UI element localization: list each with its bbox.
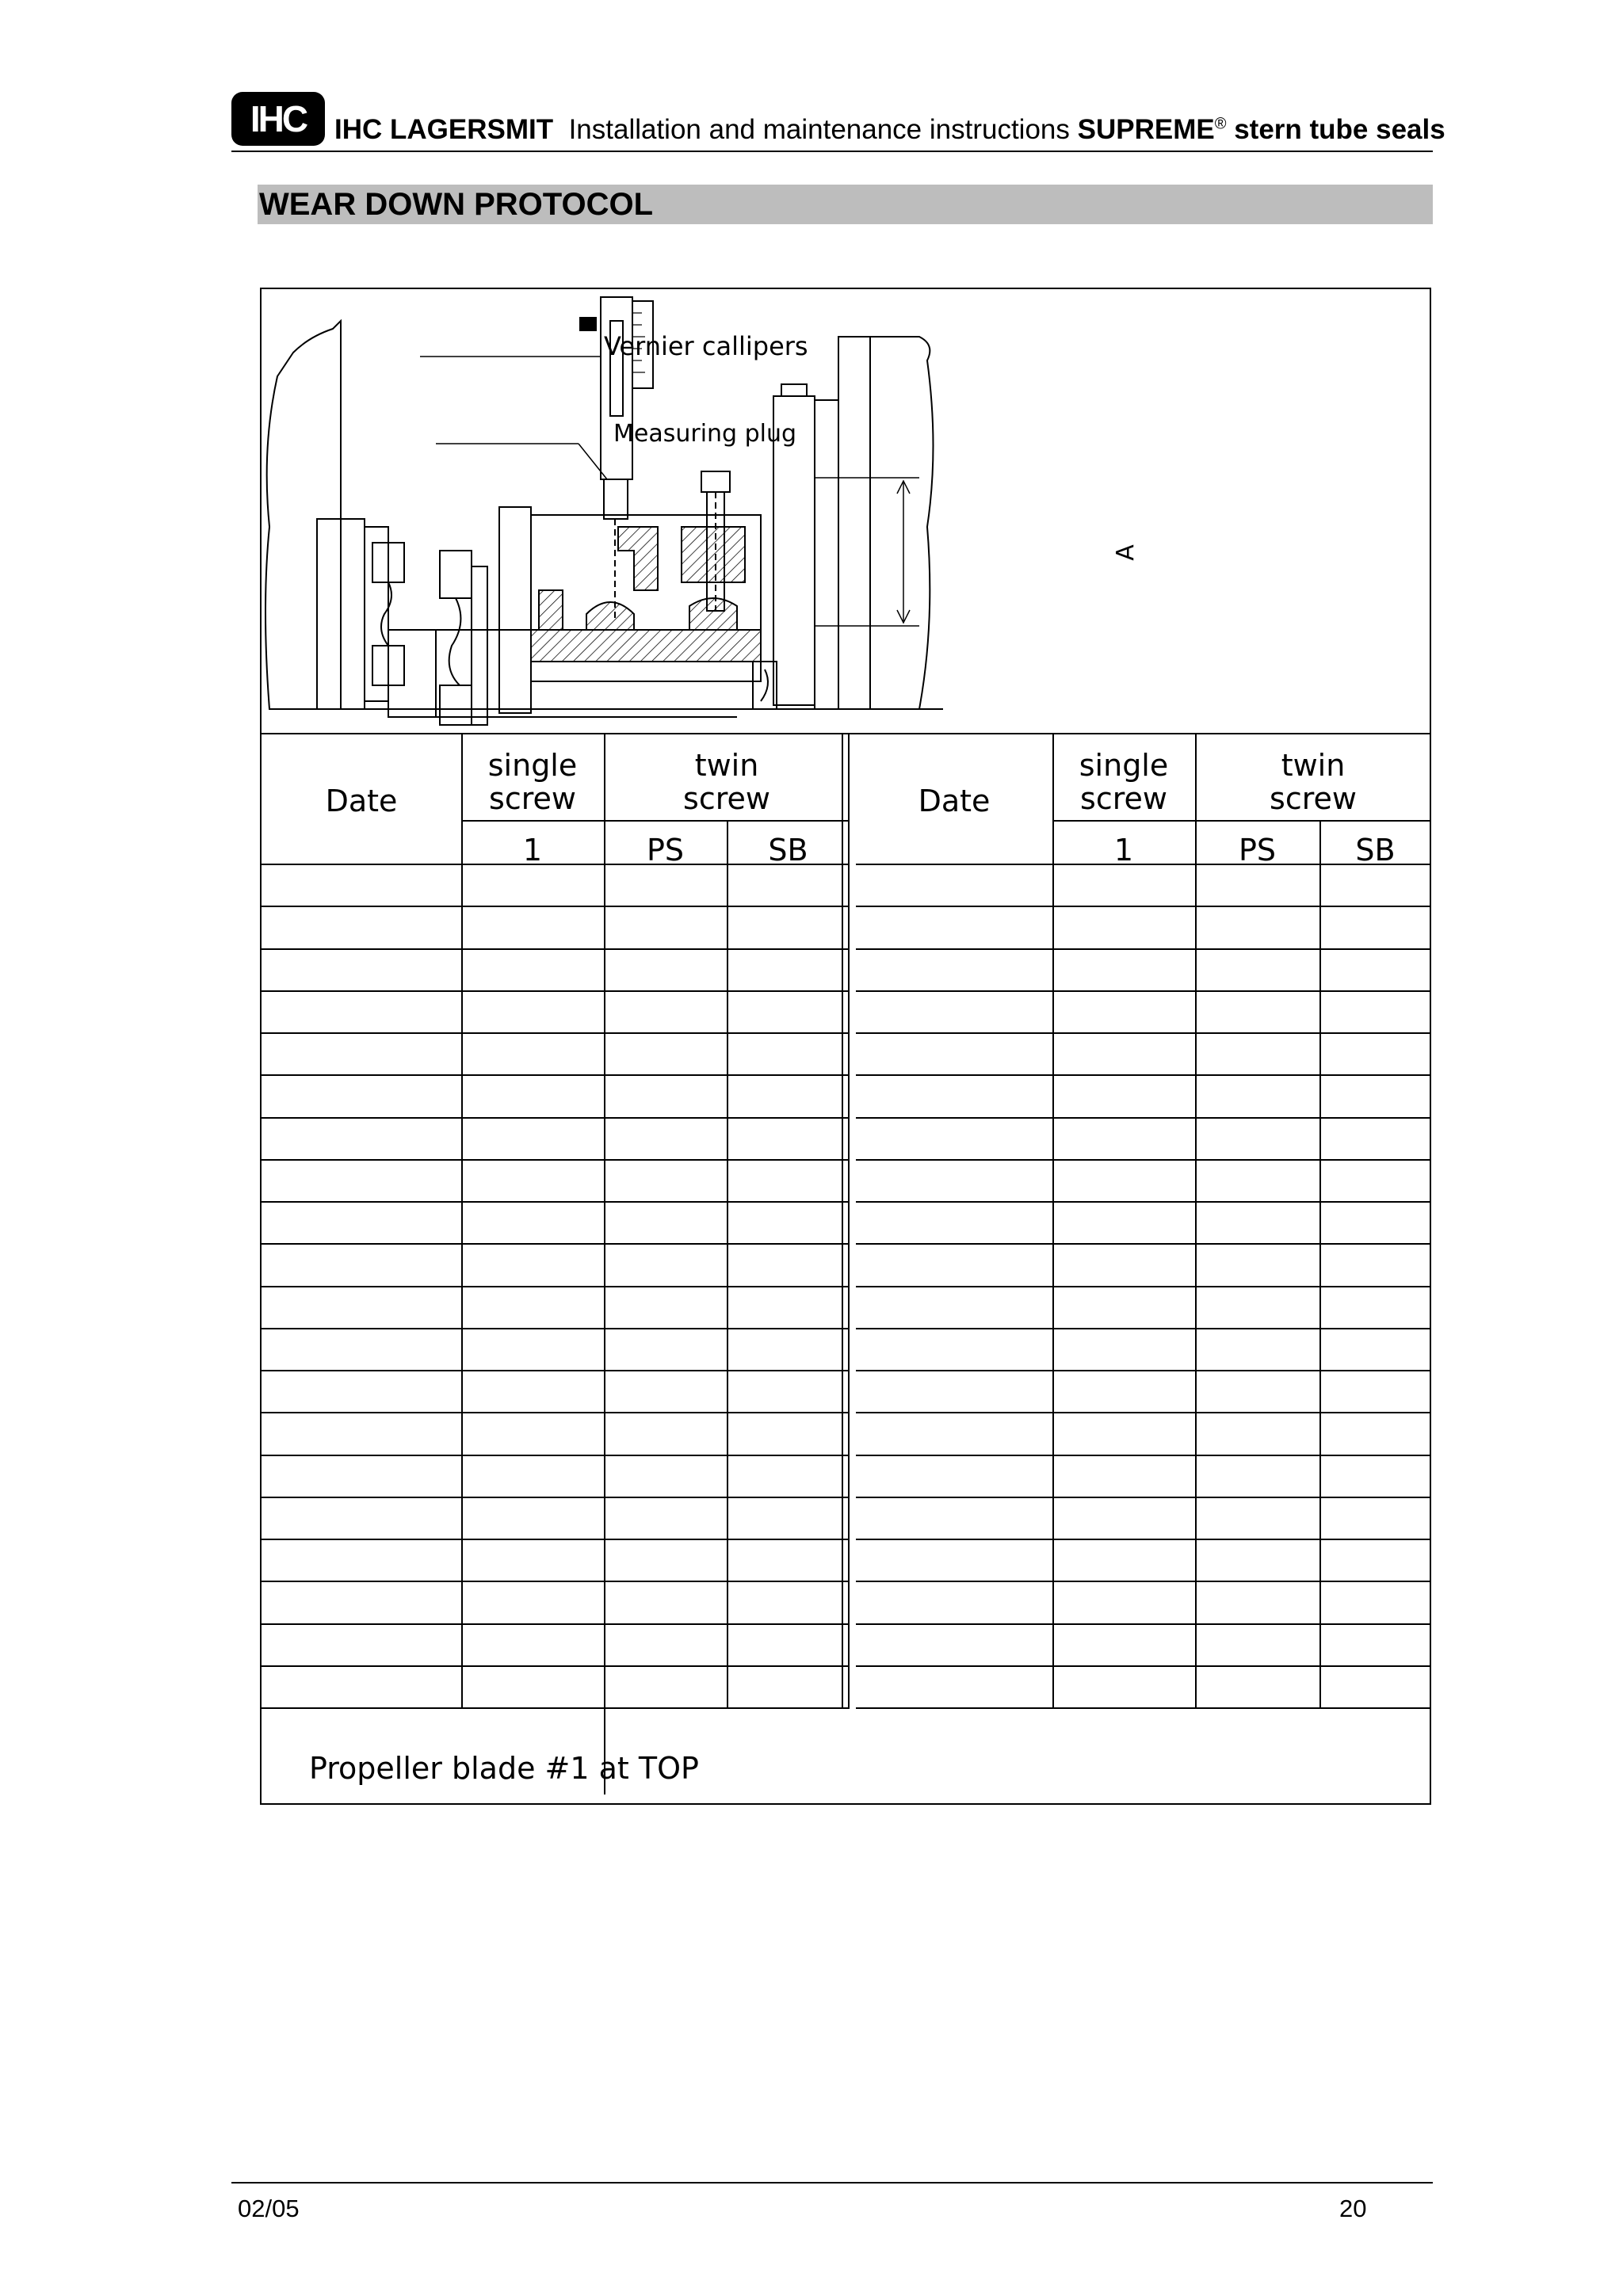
row-line [262,1707,850,1709]
header-rule [231,151,1433,152]
row-line [856,1497,1431,1498]
row-line [856,1286,1431,1287]
row-line [856,1665,1431,1667]
row-line [262,1497,850,1498]
row-line [262,1665,850,1667]
twin-label: twin [1281,748,1346,783]
row-line [856,1581,1431,1582]
row-line [262,1117,850,1119]
row-line [262,1243,850,1245]
row-line [856,1623,1431,1625]
col-line [1052,733,1054,1707]
col-divider-line [842,733,843,1707]
row-line [856,1455,1431,1456]
screw-label: screw [1080,781,1167,816]
left-sb-header: SB [768,833,808,868]
row-line [856,1328,1431,1329]
row-line [856,948,1431,950]
row-line [262,948,850,950]
row-line [856,1412,1431,1413]
right-ps-header: PS [1238,833,1277,868]
row-line [856,1117,1431,1119]
screw-label: screw [683,781,770,816]
screw-label: screw [1270,781,1357,816]
col-line [461,733,463,1707]
col-line [1319,820,1321,1707]
row-line [262,1623,850,1625]
single-label: single [1079,748,1169,783]
single-label: single [487,748,578,783]
row-line [262,1412,850,1413]
col-line [604,733,605,1794]
row-line [856,1074,1431,1076]
footer-date: 02/05 [238,2195,300,2222]
vernier-label: Vernier callipers [604,331,808,361]
right-sb-header: SB [1355,833,1396,868]
product-name: SUPREME [1077,114,1215,145]
col-line [727,820,728,1707]
row-line [262,1581,850,1582]
row-line [262,1539,850,1540]
ihc-logo: IHC [231,92,325,146]
row-line [856,1201,1431,1203]
twin-label: twin [694,748,759,783]
right-date-header: Date [918,784,991,818]
row-line [262,1328,850,1329]
left-header-mid-line [461,820,850,822]
row-line [262,1074,850,1076]
row-line [856,1539,1431,1540]
brand-name: IHC LAGERSMIT [334,114,554,145]
product-suffix: stern tube seals [1234,114,1445,145]
footer-rule [231,2182,1433,2183]
measuring-plug-label: Measuring plug [613,420,797,448]
left-twin-screw-header [604,749,850,815]
row-line [262,1286,850,1287]
right-single-1-header: 1 [1113,833,1134,868]
page-header [334,114,1445,146]
row-line [856,1243,1431,1245]
row-line [262,906,850,907]
row-line [262,1032,850,1034]
propeller-caption: Propeller blade #1 at TOP [309,1751,699,1786]
col-divider-line [848,733,850,1707]
row-line [856,1159,1431,1161]
seal-drawing [262,289,1430,733]
row-line [856,1707,1431,1709]
page-number: 20 [1339,2195,1367,2222]
row-line [856,990,1431,992]
row-line [856,1370,1431,1371]
col-line [1195,733,1197,1707]
row-line [856,906,1431,907]
row-line [262,1370,850,1371]
row-line [262,990,850,992]
right-single-screw-header [1052,749,1195,815]
screw-label: screw [489,781,576,816]
left-ps-header: PS [646,833,685,868]
registered-mark: ® [1214,115,1227,133]
header-subtitle: Installation and maintenance instructions [568,114,1070,145]
row-line [262,1201,850,1203]
right-header-mid-line [1052,820,1431,822]
left-single-screw-header [461,749,604,815]
row-line [262,1159,850,1161]
left-single-1-header: 1 [522,833,543,868]
section-title: WEAR DOWN PROTOCOL [259,187,654,222]
row-line [262,1455,850,1456]
row-line [856,1032,1431,1034]
left-date-header: Date [325,784,398,818]
dimension-a-label: A [1111,544,1140,561]
right-twin-screw-header [1195,749,1431,815]
table-top-line [262,733,1431,734]
